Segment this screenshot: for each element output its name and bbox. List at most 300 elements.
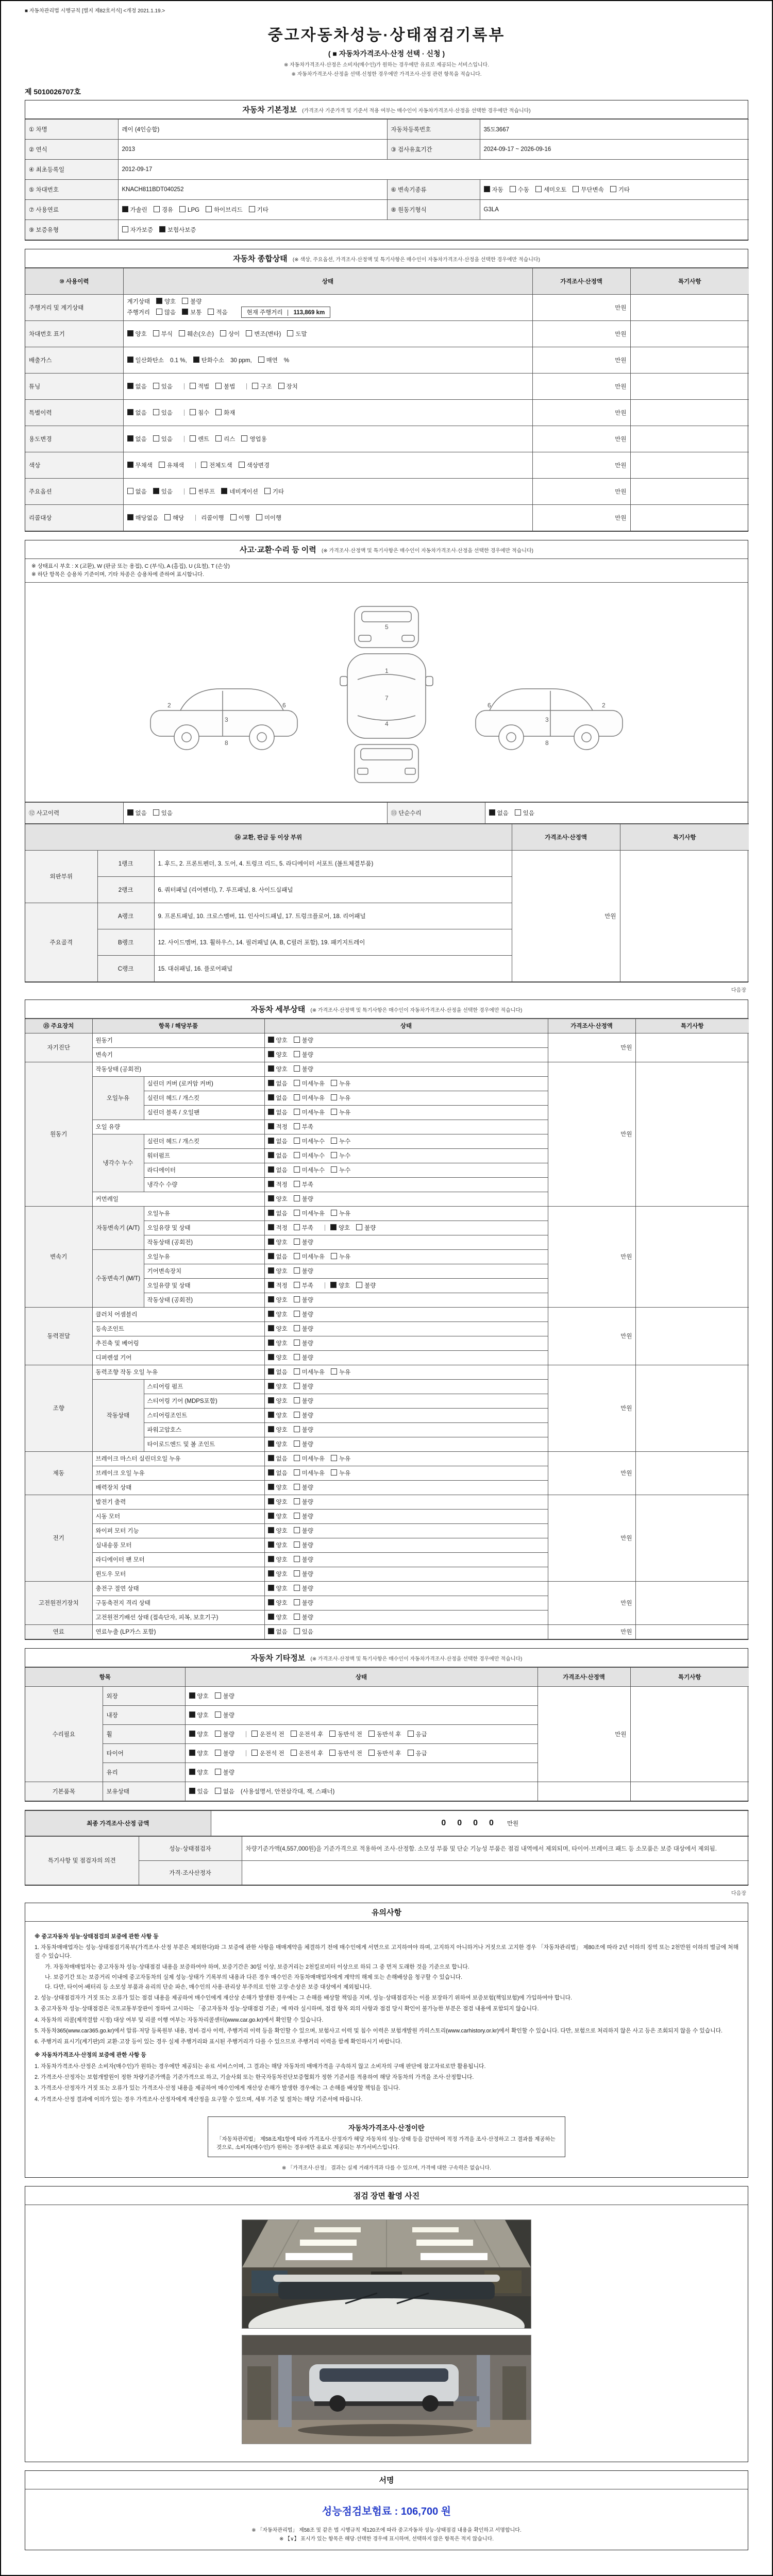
price-cell: 만원 xyxy=(548,1307,635,1365)
checkbox-unchecked-icon xyxy=(294,1123,300,1129)
table-row xyxy=(25,1062,749,1076)
accident-history-grid xyxy=(25,802,749,824)
checkbox-option: 미세누유 xyxy=(294,1079,325,1088)
checkbox-option: 보통 xyxy=(182,308,201,316)
checkbox-unchecked-icon xyxy=(331,1152,337,1158)
item-label: 기어변속장치 xyxy=(144,1264,264,1278)
price-cell: 만원 xyxy=(532,452,630,479)
status-cell xyxy=(123,295,532,321)
title-block xyxy=(25,22,748,77)
status-cell xyxy=(264,1610,548,1624)
notes-paragraph: 다. 다만, 타이어·배터리 등 소모성 부품과 유리의 단순 파손, 매수인의 사용·관리상 부주의로 인한 고장·손상은 보증 대상에서 제외됩니다. xyxy=(45,1984,372,1990)
note-header: 특기사항 xyxy=(620,824,749,850)
checkbox-checked-icon xyxy=(268,1282,274,1288)
checkbox-unchecked-icon xyxy=(294,1397,300,1403)
svg-text:6: 6 xyxy=(282,701,286,709)
usage-history-label: 색상 xyxy=(25,452,123,479)
checkbox-option: 무채색 xyxy=(127,461,153,469)
checkbox-unchecked-icon xyxy=(294,1513,300,1519)
checkbox-option: 미세누유 xyxy=(294,1108,325,1116)
status-cell xyxy=(264,1033,548,1047)
document-page xyxy=(25,1,748,2550)
checkbox-unchecked-icon xyxy=(329,1731,335,1737)
column-header: 특기사항 xyxy=(630,268,749,295)
checkbox-option: 불량 xyxy=(294,1426,313,1434)
checkbox-option: 불량 xyxy=(294,1599,313,1607)
checkbox-unchecked-icon xyxy=(156,309,162,315)
field-label: 자동차등록번호 xyxy=(387,120,480,140)
checkbox-option: 불량 xyxy=(294,1512,313,1520)
basic-section-title xyxy=(25,100,748,119)
device-group-label: 자기진단 xyxy=(25,1033,92,1062)
checkbox-unchecked-icon xyxy=(294,1585,300,1591)
checkbox-option: 양호 xyxy=(330,1224,350,1232)
checkbox-option: 양호 xyxy=(268,1310,288,1318)
status-cell xyxy=(123,347,532,374)
status-cell xyxy=(264,1365,548,1379)
overall-title-note: (※ 색상, 주요옵션, 가격조사·산정액 및 특기사항은 매수인이 자동차가격조사·산정을 선택한 경우에만 적습니다) xyxy=(292,257,540,263)
checkbox-option: 양호 xyxy=(268,1426,288,1434)
final-price-label: 최종 가격조사·산정 금액 xyxy=(25,1810,211,1836)
price-cell: 만원 xyxy=(537,1686,630,1782)
etc-group-label: 수리필요 xyxy=(25,1686,103,1782)
item-label: 오일누유 xyxy=(144,1206,264,1221)
checkbox-option: 적정 xyxy=(268,1224,288,1232)
final-price-row xyxy=(25,1810,748,1836)
checkbox-unchecked-icon xyxy=(258,357,264,363)
status-cell xyxy=(123,452,532,479)
price-cell: 만원 xyxy=(532,374,630,400)
status-cell xyxy=(123,479,532,505)
item-label: 클러치 어셈블리 xyxy=(92,1307,264,1321)
checkbox-checked-icon xyxy=(221,488,227,494)
checkbox-checked-icon xyxy=(268,1585,274,1591)
status-cell xyxy=(123,400,532,426)
checkbox-option: 양호 xyxy=(268,1339,288,1347)
notes-paragraph: 3. 가격조사·산정자가 거짓 또는 오류가 있는 가격조사·산정 내용을 제공하여 매수인에게 재산상 손해가 발생한 경우에는 그 손해를 배상할 책임을 집니다. xyxy=(35,2085,400,2092)
accident-parts-grid xyxy=(25,824,749,982)
note-cell xyxy=(630,321,749,347)
checkbox-option: 불량 xyxy=(294,1036,313,1044)
item-label: 원동기 xyxy=(92,1033,264,1047)
note-cell xyxy=(620,850,749,981)
notes-body xyxy=(25,1922,748,2108)
inspection-insurance-premium xyxy=(30,2503,743,2518)
checkbox-unchecked-icon xyxy=(154,206,160,212)
status-cell xyxy=(264,1451,548,1466)
checkbox-checked-icon xyxy=(268,1181,274,1187)
price-cell: 만원 xyxy=(532,505,630,531)
checkbox-unchecked-icon xyxy=(208,309,214,315)
status-cell xyxy=(264,1221,548,1235)
divider xyxy=(195,462,196,468)
checkbox-option: 불량 xyxy=(182,297,201,306)
checkbox-option: 기타 xyxy=(610,185,630,194)
checkbox-option: 운전석 전 xyxy=(251,1749,284,1757)
note-cell xyxy=(630,505,749,531)
table-row xyxy=(25,1624,749,1639)
checkbox-option: 불량 xyxy=(294,1570,313,1578)
status-cell xyxy=(264,1091,548,1105)
checkbox-option: 가솔린 xyxy=(122,206,147,214)
status-cell xyxy=(264,1278,548,1293)
status-cell xyxy=(185,1686,537,1705)
price-cell: 만원 xyxy=(532,321,630,347)
item-label: 스티어링 기어 (MDPS포함) xyxy=(144,1394,264,1408)
checkbox-option: 불량 xyxy=(294,1382,313,1391)
notes-paragraph: 4. 가격조사·산정 결과에 이의가 있는 경우 가격조사·산정자에게 재산정을 요구할 수 있으며, 세부 기준 및 절차는 해당 기준서에 따릅니다. xyxy=(35,2096,363,2103)
status-cell xyxy=(264,1321,548,1336)
checkbox-option: 없음 xyxy=(268,1166,288,1174)
item-label: 실린더 블록 / 오일팬 xyxy=(144,1105,264,1120)
status-header: 상태 xyxy=(185,1667,537,1686)
svg-text:4: 4 xyxy=(385,720,389,727)
odometer-value: 113,869 km xyxy=(288,310,325,316)
checkbox-checked-icon xyxy=(268,1166,274,1173)
etc-grid xyxy=(25,1667,749,1801)
note-cell xyxy=(635,1365,749,1451)
checkbox-unchecked-icon xyxy=(251,1750,258,1756)
checkbox-unchecked-icon xyxy=(294,1166,300,1173)
checkbox-checked-icon xyxy=(127,357,133,363)
signature-body xyxy=(25,2489,748,2550)
status-header: 상태 xyxy=(264,1019,548,1033)
field-label: ④ 최초등록일 xyxy=(25,160,118,180)
checkbox-unchecked-icon xyxy=(159,462,165,468)
checkbox-unchecked-icon xyxy=(127,488,133,494)
price-header: 가격조사·산정액 xyxy=(512,824,620,850)
checkbox-unchecked-icon xyxy=(215,409,222,415)
notes-footnote: ※ 「가격조사·산정」 결과는 실제 거래가격과 다를 수 있으며, 가격에 대한 구속력은 없습니다. xyxy=(282,2165,491,2172)
section-overall-condition xyxy=(25,249,748,532)
section-final-price xyxy=(25,1810,748,1886)
checkbox-unchecked-icon xyxy=(153,435,159,442)
item-label: 오일누유 xyxy=(144,1249,264,1264)
checkbox-option: 없음 xyxy=(215,1787,234,1795)
status-cell xyxy=(264,1596,548,1610)
checkbox-option: 많음 xyxy=(156,308,176,316)
status-cell xyxy=(264,1062,548,1076)
final-price-grid xyxy=(25,1810,749,1836)
panel-group-label: 외판부위 xyxy=(25,850,97,903)
checkbox-option: 양호 xyxy=(189,1768,209,1776)
checkbox-option: 없음 xyxy=(127,809,147,817)
table-row xyxy=(25,321,749,347)
checkbox-unchecked-icon xyxy=(356,1282,362,1288)
notes-paragraph: 2. 성능·상태점검자가 거짓 또는 오류가 있는 점검 내용을 제공하여 매수인에게 재산상 손해가 발생한 경우에는 그 손해를 배상할 책임을 지며, 성능·상태점검자는 이를 보장하기 위하여 보증보험(책임보험)에 가입하여야 합니다. xyxy=(35,1995,573,2002)
notes-paragraph: 4. 자동차의 리콜(제작결함 시정) 대상 여부 및 리콜 이행 여부는 자동차리콜센터(www.car.go.kr)에서 확인할 수 있습니다. xyxy=(35,2016,324,2023)
checkbox-unchecked-icon xyxy=(278,383,284,389)
note-cell xyxy=(635,1033,749,1062)
vin-number: KNACH811BDT040252 xyxy=(118,180,387,200)
checkbox-option: 미세누수 xyxy=(294,1151,325,1160)
checkbox-checked-icon xyxy=(330,1282,337,1288)
engine-code: G3LA xyxy=(480,200,749,220)
checkbox-unchecked-icon xyxy=(294,1469,300,1476)
checkbox-option: 양호 xyxy=(156,297,176,306)
final-price-value xyxy=(211,1810,749,1836)
checkbox-unchecked-icon xyxy=(215,1750,221,1756)
item-label: 와이퍼 모터 기능 xyxy=(92,1523,264,1538)
checkbox-option: 없음 xyxy=(268,1368,288,1376)
field-label: ⑤ 차대번호 xyxy=(25,180,118,200)
checkbox-unchecked-icon xyxy=(294,1224,300,1230)
checkbox-option: 렌트 xyxy=(190,435,209,443)
status-text: 주행거리 xyxy=(127,310,150,316)
checkbox-option: 동반석 전 xyxy=(329,1749,362,1757)
status-cell xyxy=(123,505,532,531)
price-cell: 만원 xyxy=(532,400,630,426)
inspection-photo-lift xyxy=(242,2335,531,2444)
checkbox-checked-icon xyxy=(182,309,188,315)
status-cell xyxy=(185,1762,537,1782)
checkbox-unchecked-icon xyxy=(294,1570,300,1577)
status-text: % xyxy=(283,358,290,364)
checkbox-unchecked-icon xyxy=(249,206,255,212)
status-cell xyxy=(264,1567,548,1581)
svg-text:3: 3 xyxy=(545,716,549,723)
item-label: 워터펌프 xyxy=(144,1148,264,1163)
usage-history-label: 리콜대상 xyxy=(25,505,123,531)
checkbox-option: 누수 xyxy=(331,1166,350,1174)
checkbox-unchecked-icon xyxy=(294,1138,300,1144)
checkbox-option: 불량 xyxy=(294,1498,313,1506)
checkbox-option: 누유 xyxy=(331,1079,350,1088)
item-label: 스티어링조인트 xyxy=(144,1408,264,1422)
notes-section-title: 유의사항 xyxy=(25,1903,748,1922)
checkbox-checked-icon xyxy=(268,1354,274,1360)
checkbox-unchecked-icon xyxy=(331,1138,337,1144)
checkbox-unchecked-icon xyxy=(182,298,188,304)
checkbox-option: 없음 xyxy=(268,1454,288,1463)
usage-history-label: 배출가스 xyxy=(25,347,123,374)
checkbox-checked-icon xyxy=(268,1527,274,1533)
table-row xyxy=(25,1451,749,1466)
usage-history-label: 특별이력 xyxy=(25,400,123,426)
checkbox-option: 불량 xyxy=(294,1296,313,1304)
header-row xyxy=(25,824,749,850)
checkbox-option: 양호 xyxy=(268,1296,288,1304)
checkbox-option: 양호 xyxy=(268,1599,288,1607)
checkbox-option: 탄화수소 xyxy=(193,356,224,364)
checkbox-option: 불량 xyxy=(215,1730,234,1738)
item-header: 항목 / 해당부품 xyxy=(92,1019,264,1033)
accident-history-row xyxy=(25,802,748,824)
rank-label: A랭크 xyxy=(97,903,154,929)
checkbox-checked-icon xyxy=(268,1412,274,1418)
item-label: 발전기 출력 xyxy=(92,1495,264,1509)
simple-repair-label: ⑬ 단순수리 xyxy=(387,802,485,823)
checkbox-unchecked-icon xyxy=(294,1109,300,1115)
item-label: 라디에이터 팬 모터 xyxy=(92,1552,264,1567)
parts-list: 6. 쿼터패널 (리어펜더), 7. 루프패널, 8. 사이드실패널 xyxy=(154,876,512,903)
checkbox-option: 불법 xyxy=(215,382,235,391)
inspector-role-label: 가격·조사산정자 xyxy=(139,1860,242,1885)
checkbox-option: 누유 xyxy=(331,1094,350,1102)
status-line xyxy=(127,487,529,496)
checkbox-unchecked-icon xyxy=(294,1440,300,1447)
field-label: ③ 검사유효기간 xyxy=(387,140,480,160)
checkbox-option: 부족 xyxy=(294,1123,313,1131)
column-header: 상태 xyxy=(123,268,532,295)
opinion-grid xyxy=(25,1836,749,1885)
checkbox-option: 없음 xyxy=(127,409,147,417)
checkbox-option: 불량 xyxy=(294,1483,313,1492)
checkbox-checked-icon xyxy=(268,1498,274,1504)
checkbox-option: 양호 xyxy=(268,1512,288,1520)
checkbox-option: 불량 xyxy=(294,1339,313,1347)
checkbox-option: 전체도색 xyxy=(201,461,232,469)
item-label: 스티어링 펌프 xyxy=(144,1379,264,1394)
checkbox-unchecked-icon xyxy=(190,435,196,442)
checkbox-checked-icon xyxy=(268,1340,274,1346)
status-cell xyxy=(264,1120,548,1134)
status-cell xyxy=(123,426,532,452)
checkbox-checked-icon xyxy=(189,1750,195,1756)
checkbox-option: 미세누수 xyxy=(294,1166,325,1174)
checkbox-unchecked-icon xyxy=(252,383,258,389)
checkbox-unchecked-icon xyxy=(294,1541,300,1548)
checkbox-unchecked-icon xyxy=(294,1152,300,1158)
price-cell: 만원 xyxy=(532,426,630,452)
status-cell xyxy=(264,1105,548,1120)
checkbox-option: 누유 xyxy=(331,1252,350,1261)
checkbox-unchecked-icon xyxy=(294,1368,300,1375)
status-cell xyxy=(264,1249,548,1264)
checkbox-option: 불량 xyxy=(294,1555,313,1564)
checkbox-option: 양호 xyxy=(268,1325,288,1333)
checkbox-unchecked-icon xyxy=(331,1094,337,1100)
photos-body xyxy=(25,2205,748,2462)
item-label: 작동상태 (공회전) xyxy=(144,1235,264,1249)
checkbox-option: 유채색 xyxy=(159,461,184,469)
checkbox-option: 동반석 전 xyxy=(329,1730,362,1738)
checkbox-checked-icon xyxy=(268,1440,274,1447)
note-cell xyxy=(635,1495,749,1581)
checkbox-checked-icon xyxy=(268,1311,274,1317)
checkbox-option: 양호 xyxy=(268,1382,288,1391)
basic-title-text: 자동차 기본정보 xyxy=(242,106,297,114)
table-row xyxy=(25,802,749,823)
checkbox-unchecked-icon xyxy=(294,1628,300,1634)
checkbox-option: 없음 xyxy=(268,1628,288,1636)
checkbox-unchecked-icon xyxy=(287,330,293,336)
device-group-label: 전기 xyxy=(25,1495,92,1581)
model-year: 2013 xyxy=(118,140,387,160)
overall-section-title xyxy=(25,249,748,268)
checkbox-unchecked-icon xyxy=(573,186,579,192)
item-label: 구동축전지 격리 상태 xyxy=(92,1596,264,1610)
item-label: 파워고압호스 xyxy=(144,1422,264,1437)
table-row xyxy=(25,400,749,426)
checkbox-option: 자동 xyxy=(484,185,503,194)
section-etc-info xyxy=(25,1648,748,1802)
checkbox-option: 양호 xyxy=(268,1584,288,1592)
legend-line-2: ※ 하단 항목은 승용차 기준이며, 기타 차종은 승용차에 준하여 표시합니다. xyxy=(31,571,205,578)
checkbox-unchecked-icon xyxy=(294,1239,300,1245)
checkbox-unchecked-icon xyxy=(215,1788,221,1794)
etc-group-label: 기본품목 xyxy=(25,1782,103,1801)
checkbox-option: 없음 xyxy=(268,1079,288,1088)
checkbox-unchecked-icon xyxy=(153,330,159,336)
checkbox-option: 응급 xyxy=(408,1749,427,1757)
item-label: 디퍼렌셜 기어 xyxy=(92,1350,264,1365)
device-group-label: 원동기 xyxy=(25,1062,92,1206)
status-cell xyxy=(264,1163,548,1177)
checkbox-checked-icon xyxy=(268,1138,274,1144)
checkbox-option: 없음 xyxy=(268,1094,288,1102)
checkbox-unchecked-icon xyxy=(294,1498,300,1504)
table-row xyxy=(25,1365,749,1379)
table-row xyxy=(25,160,749,180)
checkbox-option: 훼손(오손) xyxy=(179,330,214,338)
checkbox-unchecked-icon xyxy=(294,1267,300,1274)
etc-title-note: (※ 가격조사·산정액 및 특기사항은 매수인이 자동차가격조사·산정을 선택한 경우에만 적습니다) xyxy=(310,1656,523,1662)
checkbox-checked-icon xyxy=(330,1224,337,1230)
checkbox-checked-icon xyxy=(159,226,165,232)
notes-paragraph: 가. 자동차매매업자는 중고자동차 성능·상태점검 내용을 보증하여야 하며, 보증기간은 30일 이상, 보증거리는 2천킬로미터 이상으로 하되 그 중 먼저 도래한 것을 기준으로 합니다. xyxy=(45,1964,469,1971)
parts-list: 1. 후드, 2. 프론트펜더, 3. 도어, 4. 트렁크 리드, 5. 라디에이터 서포트 (볼트체결부품) xyxy=(154,850,512,876)
rank-label: B랭크 xyxy=(97,929,154,955)
checkbox-checked-icon xyxy=(189,1731,195,1737)
checkbox-option: 기타 xyxy=(249,206,268,214)
checkbox-unchecked-icon xyxy=(294,1325,300,1331)
extra-text: (사용설명서, 안전삼각대, 잭, 스패너) xyxy=(240,1788,335,1795)
checkbox-option: 양호 xyxy=(268,1353,288,1362)
note-header: 특기사항 xyxy=(630,1667,749,1686)
checkbox-unchecked-icon xyxy=(241,435,247,442)
note-header: 특기사항 xyxy=(635,1019,749,1033)
checkbox-option: 불량 xyxy=(215,1692,234,1700)
svg-text:5: 5 xyxy=(385,623,389,631)
checkbox-option: 해당 xyxy=(164,514,184,522)
checkbox-checked-icon xyxy=(268,1469,274,1476)
item-label: 실내송풍 모터 xyxy=(92,1538,264,1552)
checkbox-option: 누유 xyxy=(331,1108,350,1116)
checkbox-unchecked-icon xyxy=(190,409,196,415)
checkbox-unchecked-icon xyxy=(368,1731,375,1737)
checkbox-unchecked-icon xyxy=(331,1469,337,1476)
checkbox-option: 부족 xyxy=(294,1281,313,1290)
checkbox-checked-icon xyxy=(268,1296,274,1302)
table-row xyxy=(25,452,749,479)
checkbox-option: 상이 xyxy=(220,330,240,338)
table-row xyxy=(25,1495,749,1509)
final-price-digits: 0000 xyxy=(441,1818,505,1827)
usage-history-label: 용도변경 xyxy=(25,426,123,452)
etc-item-label: 외장 xyxy=(103,1686,185,1705)
section-photos xyxy=(25,2186,748,2462)
checkbox-option: 적음 xyxy=(208,308,227,316)
status-line xyxy=(127,297,529,306)
checkbox-option: 누유 xyxy=(331,1368,350,1376)
usage-history-label: 차대번호 표기 xyxy=(25,321,123,347)
checkbox-option: 해당없음 xyxy=(127,514,158,522)
basic-title-note: (가격조사 기준가격 및 기준서 적용 여부는 매수인이 자동차가격조사·산정을 선택한 경우에만 적습니다) xyxy=(302,108,531,114)
checkbox-option: 미세누유 xyxy=(294,1469,325,1477)
notes-paragraph: 6. 주행거리 표시기(계기판)의 교환·고장 등이 있는 경우 실제 주행거리와 표시된 주행거리가 다를 수 있으므로 주행거리 이력을 함께 확인하시기 바랍니다. xyxy=(35,2039,402,2045)
checkbox-unchecked-icon xyxy=(535,186,542,192)
checkbox-option: 양호 xyxy=(268,1195,288,1203)
checkbox-unchecked-icon xyxy=(294,1614,300,1620)
checkbox-option: 있음 xyxy=(153,809,173,817)
item-label: 라디에이터 xyxy=(144,1163,264,1177)
checkbox-option: 불량 xyxy=(294,1541,313,1549)
checkbox-option: 미세누유 xyxy=(294,1094,325,1102)
simple-repair-options xyxy=(485,802,749,823)
note-cell xyxy=(635,1624,749,1639)
checkbox-unchecked-icon xyxy=(294,1426,300,1432)
